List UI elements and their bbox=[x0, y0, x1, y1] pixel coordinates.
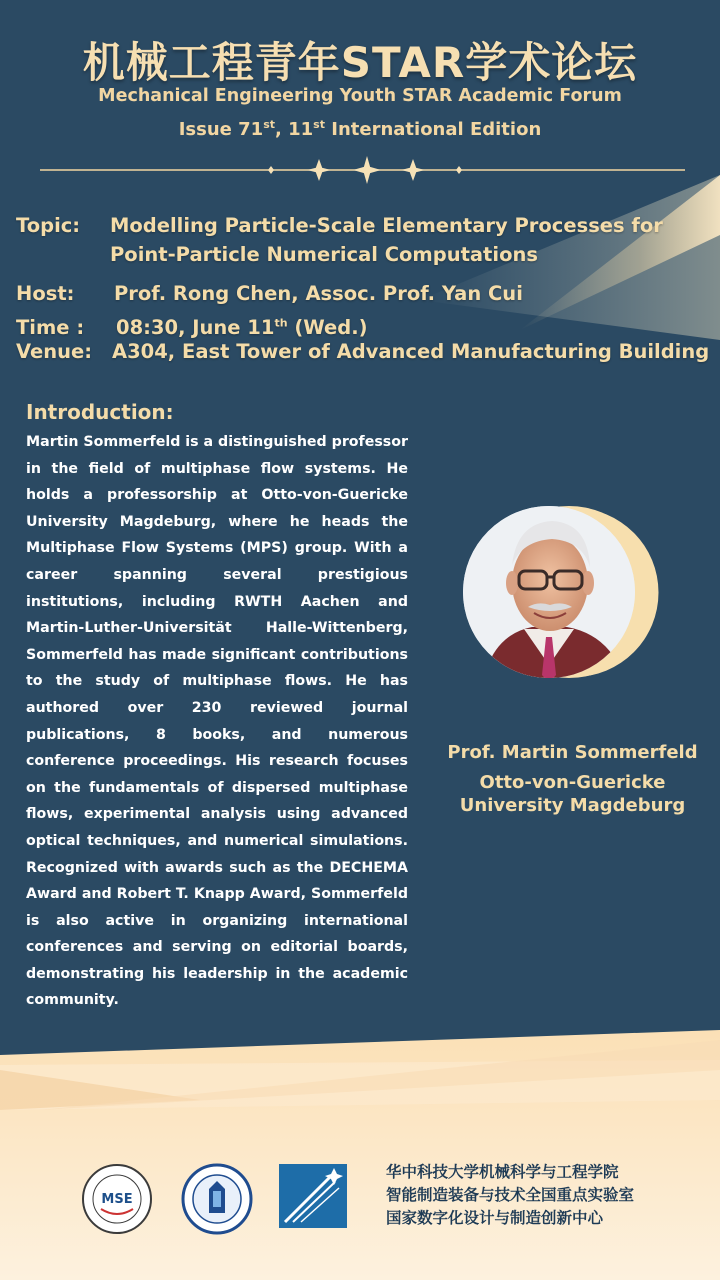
speaker-affiliation-line-2: University Magdeburg bbox=[459, 795, 686, 816]
topic-row bbox=[16, 211, 663, 240]
organizer-line-1: 华中科技大学机械科学与工程学院 bbox=[386, 1163, 619, 1181]
organizer-list bbox=[386, 1161, 634, 1230]
venue-row bbox=[16, 337, 709, 366]
star-icon bbox=[401, 159, 425, 181]
forum-title-english: Mechanical Engineering Youth STAR Academic Forum bbox=[98, 86, 622, 106]
host-label: Host: bbox=[16, 282, 75, 305]
school-seal-logo bbox=[81, 1163, 153, 1235]
venue-label: Venue: bbox=[16, 340, 93, 363]
star-icon bbox=[307, 159, 331, 181]
forum-title-chinese: 机械工程青年STAR学术论坛 bbox=[82, 38, 638, 87]
laboratory-seal-logo bbox=[181, 1163, 253, 1235]
time-label: Time : bbox=[16, 315, 85, 339]
host-row bbox=[16, 279, 523, 308]
speaker-affiliation-line-1: Otto-von-Guericke bbox=[479, 772, 666, 793]
issue-line: Issue 71st, 11st International Edition bbox=[178, 118, 542, 140]
topic-label: Topic: bbox=[16, 214, 81, 237]
small-star-icon bbox=[456, 166, 462, 174]
host-value: Prof. Rong Chen, Assoc. Prof. Yan Cui bbox=[114, 282, 523, 305]
topic-line-1: Modelling Particle-Scale Elementary Processes for bbox=[110, 214, 663, 237]
star-divider bbox=[0, 150, 720, 190]
innovation-center-logo bbox=[279, 1164, 347, 1228]
svg-text:MSE: MSE bbox=[101, 1192, 133, 1207]
small-star-icon bbox=[268, 166, 274, 174]
speaker-name: Prof. Martin Sommerfeld bbox=[447, 742, 698, 763]
organizer-line-2: 智能制造装备与技术全国重点实验室 bbox=[386, 1186, 635, 1204]
introduction-text: Martin Sommerfeld is a distinguished professor in the field of multiphase flow systems. He holds a professorship at Otto-von-Guericke University Magdeburg, where he heads the Multiphase Flow Systems (MPS) group. With a career spanning several prestigious institutions, including RWTH Aachen and Martin-Luther-Universität Halle-Wittenberg, Sommerfeld has made significant contributions to the study of multiphase flows. He has authored over 230 reviewed journal publications, 8 books, and numerous conference proceedings. His research focuses on the fundamentals of dispersed multiphase flows, experimental analysis using advanced optical techniques, and numerical simulations. Recognized with awards such as the DECHEMA Award and Robert T. Knapp Award, Sommerfeld is also active in organizing international conferences and serving on editorial boards, demonstrating his leadership in the academic community. bbox=[26, 434, 408, 1009]
introduction-heading: Introduction: bbox=[26, 400, 174, 424]
venue-value: A304, East Tower of Advanced Manufacturing Building bbox=[112, 340, 710, 363]
star-icon bbox=[353, 156, 381, 184]
speaker-photo bbox=[462, 505, 667, 680]
organizer-line-3: 国家数字化设计与制造创新中心 bbox=[386, 1209, 604, 1227]
time-value: 08:30, June 11th (Wed.) bbox=[116, 315, 368, 339]
topic-line-2: Point-Particle Numerical Computations bbox=[110, 243, 538, 266]
